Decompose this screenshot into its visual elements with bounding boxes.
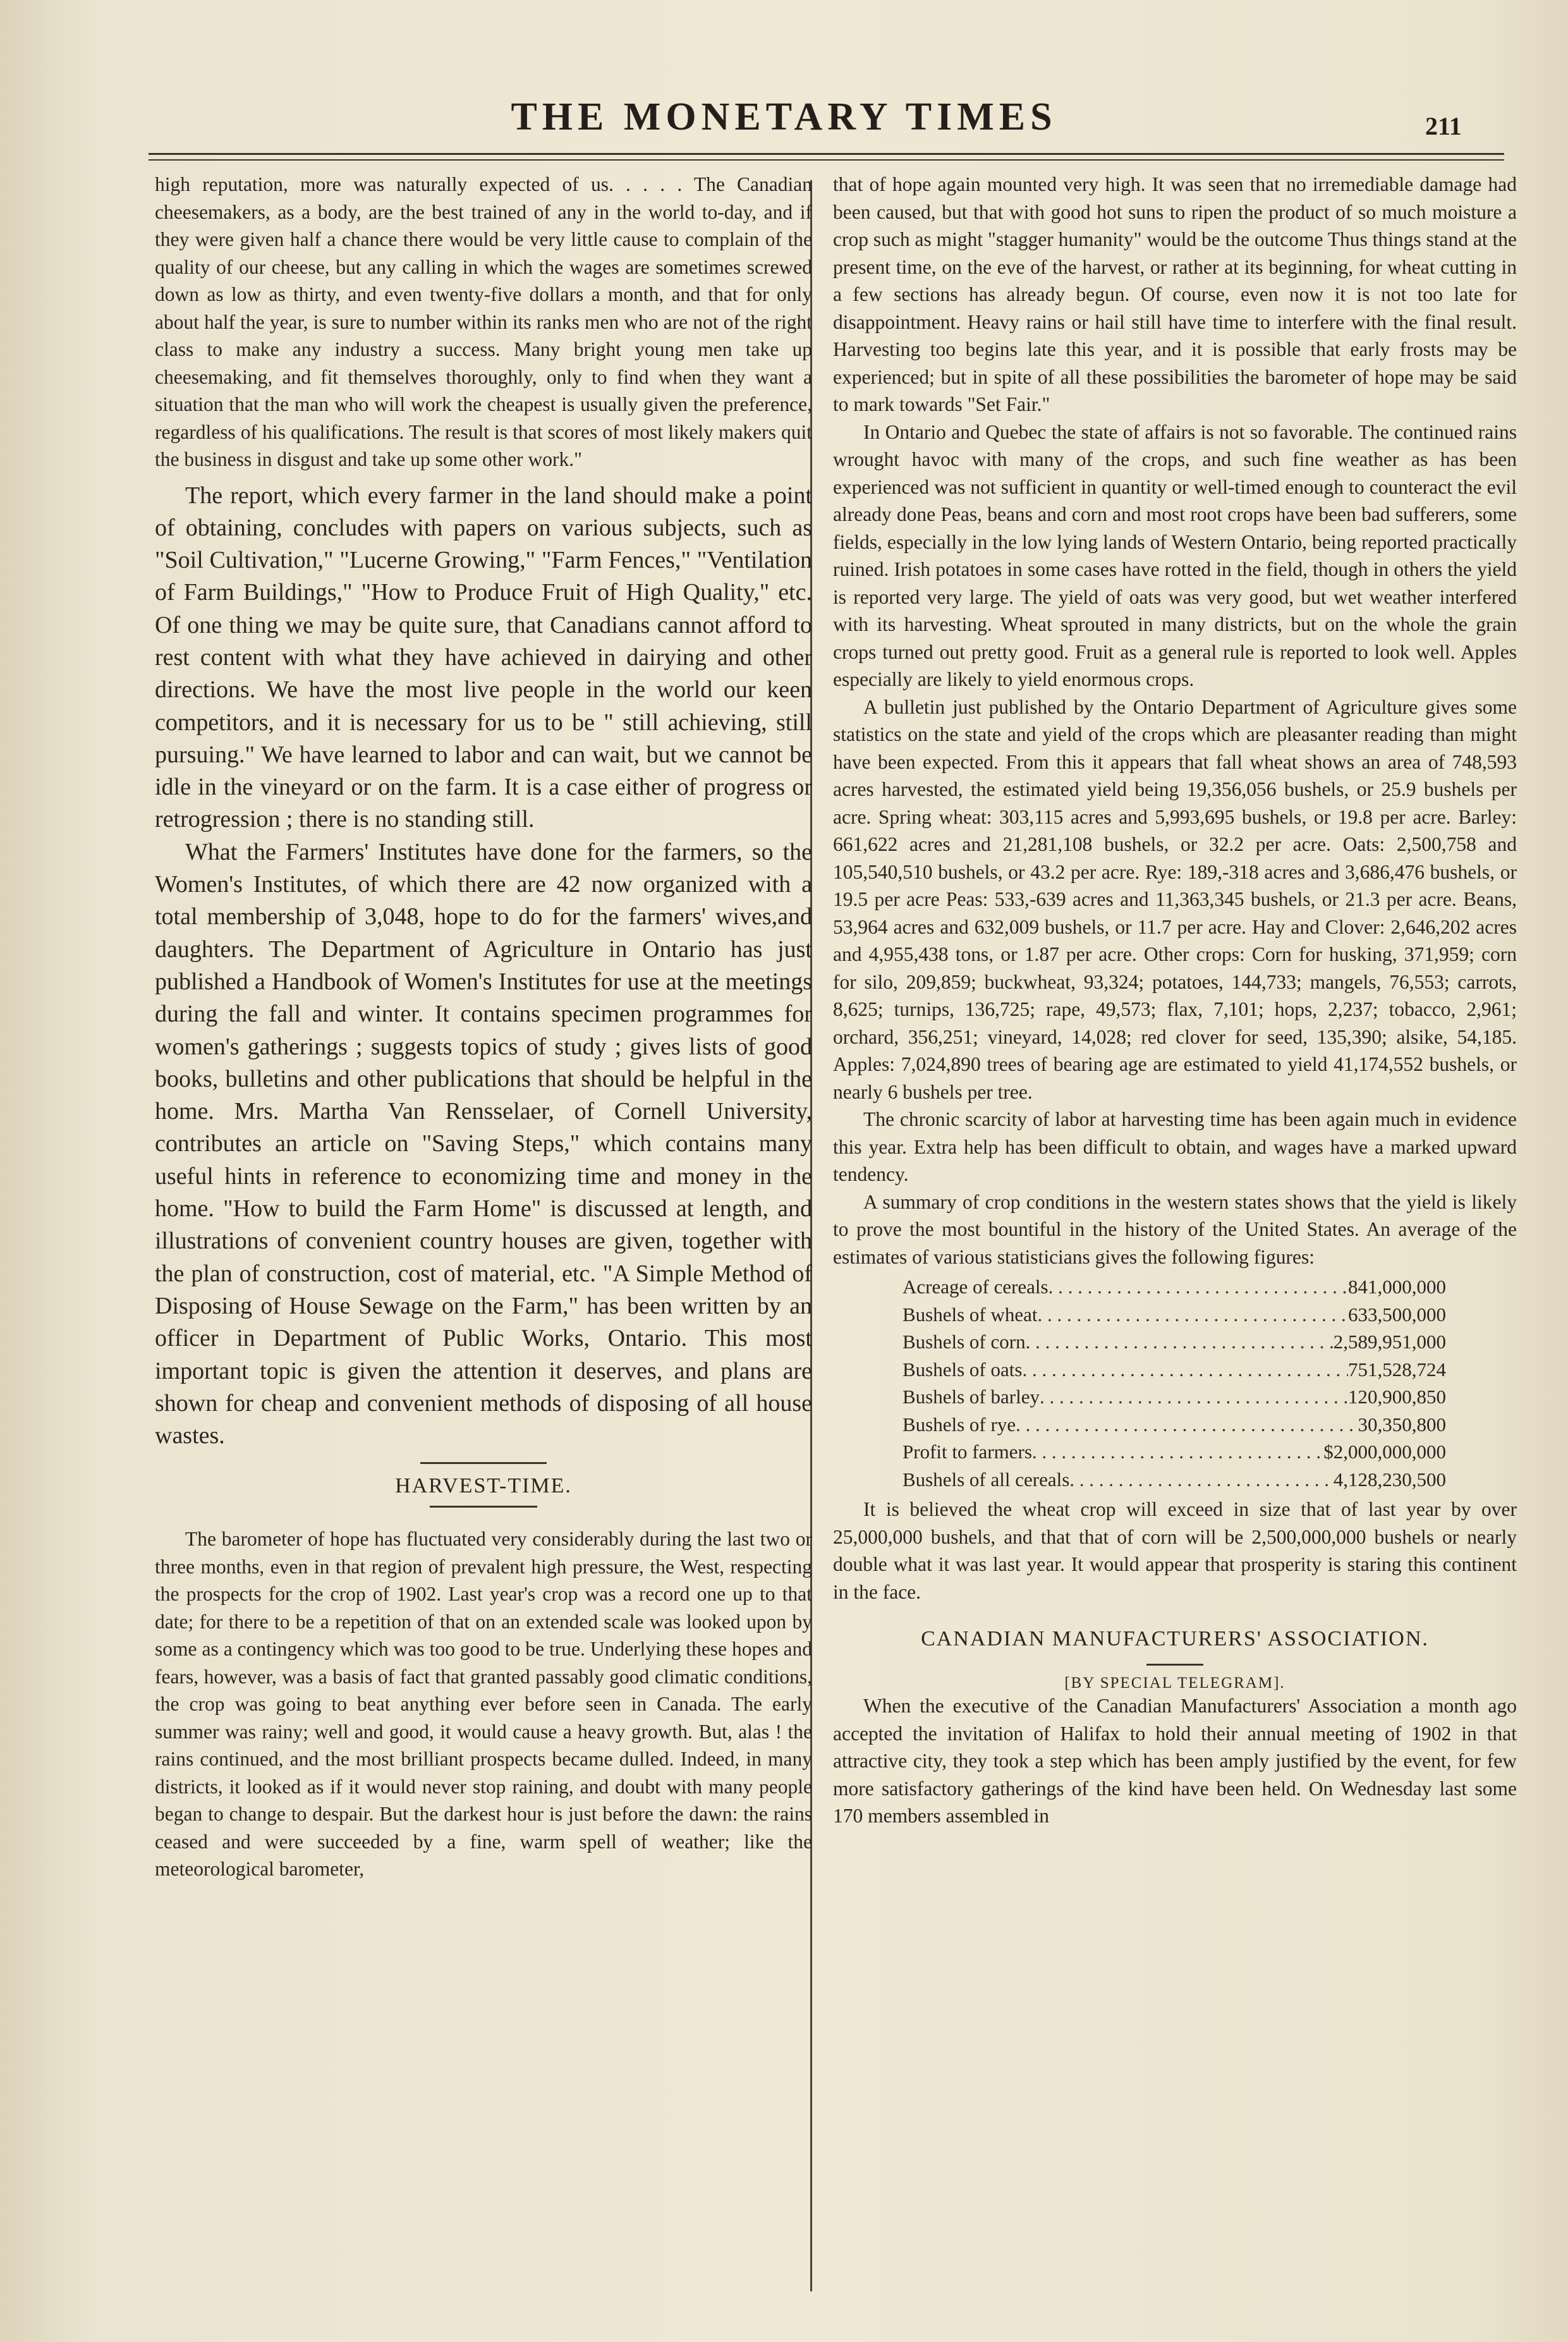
section-rule bbox=[420, 1462, 547, 1464]
stat-label: Bushels of wheat bbox=[903, 1303, 1038, 1326]
stat-label: Bushels of oats bbox=[903, 1358, 1023, 1381]
stat-value: 30,350,800 bbox=[1358, 1413, 1446, 1436]
harvest-paragraph: The barometer of hope has fluctuated very considerably during the last two or three months, even in that region of prevalent high pressure, the West, respecting the prospects for the crop of 1902. Last year's crop was a record one up to that date; for there to be a repetition of that on an extended scale was looked upon by some as a contingency which was too good to be true. Underlying these hopes and fears, however, was a basis of fact that granted passably good climatic conditions, the crop was going to beat anything ever before seen in Canada. The early summer was rainy; well and good, it would cause a heavy growth. But, alas ! the rains continued, and the most brilliant prospects became dulled. Indeed, in many districts, it looked as if it would never stop raining, and doubt with many people began to change to despair. But the darkest hour is just before the dawn: the rains ceased and were succeeded by a fine, warm spell of weather; like the meteorological barometer, bbox=[155, 1528, 812, 1881]
leader-dots bbox=[1048, 1273, 1348, 1301]
barometer-paragraph: that of hope again mounted very high. It was seen that no irremediable damage had been caused, but that with good hot suns to ripen the product of so much moisture a crop such as might "stagger humanity" would be the outcome Thus things stand at the present time, on the eve of the harvest, or rather at its beginning, for wheat cutting in a few sections has already begun. Of course, even now it is not too late for disappointment. Heavy rains or hail still have time to interfere with the final result. Harvesting too begins late this year, and it is possible that early frosts may be experienced; but in spite of all these possibilities the barometer of hope may be said to mark towards "Set Fair." bbox=[833, 173, 1517, 415]
leader-dots bbox=[1022, 1356, 1348, 1384]
summary-paragraph: A summary of crop conditions in the western states shows that the yield is likely to prove the most bountiful in the history of the United States. An average of the estimates of various statisticians gives the following figures: bbox=[833, 1190, 1517, 1268]
table-row bbox=[903, 1328, 1446, 1356]
report-paragraph: The report, which every farmer in the land should make a point of obtaining, concludes with papers on various subjects, such as "Soil Cultivation," "Lucerne Growing," "Farm Fences," "Ventilation of Farm Buildings," "How to Produce Fruit of High Quality," etc. Of one thing we may be quite sure, that Canadians cannot afford to rest content with what they have achieved in dairying and other directions. We have the most live people in the world our keen competitors, and it is necessary for us to be " still achieving, still pursuing." We have learned to labor and can wait, but we cannot be idle in the vineyard or on the farm. It is a case either of progress or retrogression ; there is no standing still. bbox=[155, 482, 812, 833]
harvest-time-heading: HARVEST-TIME. bbox=[395, 1474, 572, 1498]
cma-heading: CANADIAN MANUFACTURERS' ASSOCIATION. bbox=[921, 1627, 1429, 1650]
stat-label: Bushels of barley bbox=[903, 1386, 1040, 1408]
table-row bbox=[903, 1411, 1446, 1439]
bulletin-statistics-paragraph: A bulletin just published by the Ontario Department of Agriculture gives some statistics on the state and yield of the crops which are pleasanter reading than might have been expected. From this it appears that fall wheat shows an area of 748,593 acres harvested, the estimated yield being 19,356,056 bushels, or 25.9 bushels per acre. Spring wheat: 303,115 acres and 5,993,695 bushels, or 19.8 per acre. Barley: 661,622 acres and 21,281,108 bushels, or 32.2 per acre. Oats: 2,500,758 and 105,540,510 bushels, or 43.2 per acre. Rye: 189,-318 acres and 3,686,476 bushels, or 19.5 per acre Peas: 533,-639 acres and 11,363,345 bushels, or 21.3 per acre. Beans, 53,964 acres and 632,009 bushels, or 11.7 per acre. Hay and Clover: 2,646,202 acres and 4,955,438 tons, or 1.87 per acre. Other crops: Corn for husking, 371,959; corn for silo, 209,859; buckwheat, 93,324; potatoes, 144,733; mangels, 76,553; carrots, 8,625; turnips, 136,725; rape, 49,573; flax, 7,101; hops, 2,237; tobacco, 2,961; orchard, 356,251; vineyard, 14,028; red clover for seed, 135,390; alsike, 54,185. Apples: 7,024,890 trees of bearing age are estimated to yield 41,174,552 bushels, or nearly 6 bushels per tree. bbox=[833, 695, 1517, 1103]
telegram-note: [BY SPECIAL TELEGRAM]. bbox=[1064, 1674, 1285, 1692]
section-rule bbox=[430, 1506, 537, 1508]
masthead-title: THE MONETARY TIMES bbox=[511, 95, 1057, 138]
stat-label: Bushels of rye bbox=[903, 1413, 1016, 1436]
leader-dots bbox=[1032, 1438, 1323, 1466]
table-row bbox=[903, 1273, 1446, 1301]
table-row bbox=[903, 1356, 1446, 1384]
header-rule-top bbox=[149, 153, 1504, 155]
stat-label: Acreage of cereals bbox=[903, 1276, 1048, 1298]
stat-value: 4,128,230,500 bbox=[1333, 1468, 1446, 1491]
leader-dots bbox=[1040, 1383, 1348, 1411]
stat-value: $2,000,000,000 bbox=[1323, 1441, 1446, 1463]
table-row bbox=[903, 1301, 1446, 1329]
header-rule-bottom bbox=[149, 159, 1504, 161]
right-column bbox=[833, 171, 1517, 1830]
crop-figures-table bbox=[903, 1273, 1446, 1493]
left-column bbox=[155, 171, 812, 1883]
womens-institutes-paragraph: What the Farmers' Institutes have done for the farmers, so the Women's Institutes, of which there are 42 now organized with a total membership of 3,048, hope to do for the farmers' wives,and daughters. The Department of Agriculture in Ontario has just published a Handbook of Women's Institutes for use at the meetings during the fall and winter. It contains specimen programmes for women's gatherings ; suggests topics of study ; gives lists of good books, bulletins and other publications that should be helpful in the home. Mrs. Martha Van Rensselaer, of Cornell University, contributes an article on "Saving Steps," which contains many useful hints in reference to economizing time and money in the home. "How to build the Farm Home" is discussed at length, and illustrations of convenient country houses are given, together with the plan of construction, cost of material, etc. "A Simple Method of Disposing of House Sewage on the Farm," has been written by an officer in Department of Public Works, Ontario. This most important topic is given the attention it deserves, and plans are shown for cheap and convenient methods of disposing of all house wastes. bbox=[155, 838, 812, 1449]
leader-dots bbox=[1038, 1301, 1348, 1329]
cheesemaker-quote-paragraph: high reputation, more was naturally expected of us. . . . . The Canadian cheesemakers, as a body, are the best trained of any in the world to-day, and if they were given half a chance there would be very little cause to complain of the quality of our cheese, but any calling in which the wages are sometimes screwed down as low as thirty, and even twenty-five dollars a month, and that for only about half the year, is sure to number within its ranks men who are not of the right class to make any industry a success. Many bright young men take up cheesemaking, and fit themselves thoroughly, only to find when they want a situation that the man who will work the cheapest is usually given the preference, regardless of his qualifications. The result is that scores of most likely makers quit the business in disgust and take up some other work." bbox=[155, 173, 812, 470]
stat-value: 841,000,000 bbox=[1348, 1276, 1446, 1298]
stat-value: 633,500,000 bbox=[1348, 1303, 1446, 1326]
table-row bbox=[903, 1383, 1446, 1411]
stat-value: 2,589,951,000 bbox=[1333, 1331, 1446, 1353]
table-row bbox=[903, 1438, 1446, 1466]
stat-label: Profit to farmers bbox=[903, 1441, 1032, 1463]
table-row bbox=[903, 1466, 1446, 1494]
wheat-corn-paragraph: It is believed the wheat crop will exceed in size that of last year by over 25,000,000 bushels, and that that of corn will be 2,500,000,000 bushels or nearly double what it was last year. It would appear that prosperity is staring this continent in the face. bbox=[833, 1498, 1517, 1603]
stat-value: 751,528,724 bbox=[1348, 1358, 1446, 1381]
page-number: 211 bbox=[1425, 112, 1462, 140]
stat-label: Bushels of all cereals bbox=[903, 1468, 1070, 1491]
leader-dots bbox=[1016, 1411, 1358, 1439]
stat-value: 120,900,850 bbox=[1348, 1386, 1446, 1408]
leader-dots bbox=[1069, 1466, 1333, 1494]
section-rule bbox=[1146, 1664, 1203, 1666]
cma-paragraph: When the executive of the Canadian Manufacturers' Association a month ago accepted the invitation of Halifax to hold their annual meeting of 1902 in that attractive city, they took a step which has been amply justified by the event, for few more satisfactory gatherings of the kind have been held. On Wednesday last some 170 members assembled in bbox=[833, 1695, 1517, 1827]
leader-dots bbox=[1026, 1328, 1334, 1356]
ontario-quebec-paragraph: In Ontario and Quebec the state of affairs is not so favorable. The continued rains wrought havoc with many of the crops, and such fine weather as has been experienced was not sufficient in quantity or well-timed enough to counteract the evil already done Peas, beans and corn and most root crops have been bad sufferers, some fields, especially in the low lying lands of Western Ontario, being reported practically ruined. Irish potatoes in some cases have rotted in the field, though in others the yield is reported very large. The yield of oats was very good, but wet weather interfered with its harvesting. Wheat sprouted in many districts, but on the whole the grain crops turned out pretty good. Fruit as a general rule is reported to look well. Apples especially are likely to yield enormous crops. bbox=[833, 420, 1517, 690]
labor-scarcity-paragraph: The chronic scarcity of labor at harvesting time has been again much in evidence this year. Extra help has been difficult to obtain, and wages have a marked upward tendency. bbox=[833, 1108, 1517, 1185]
stat-label: Bushels of corn bbox=[903, 1331, 1026, 1353]
